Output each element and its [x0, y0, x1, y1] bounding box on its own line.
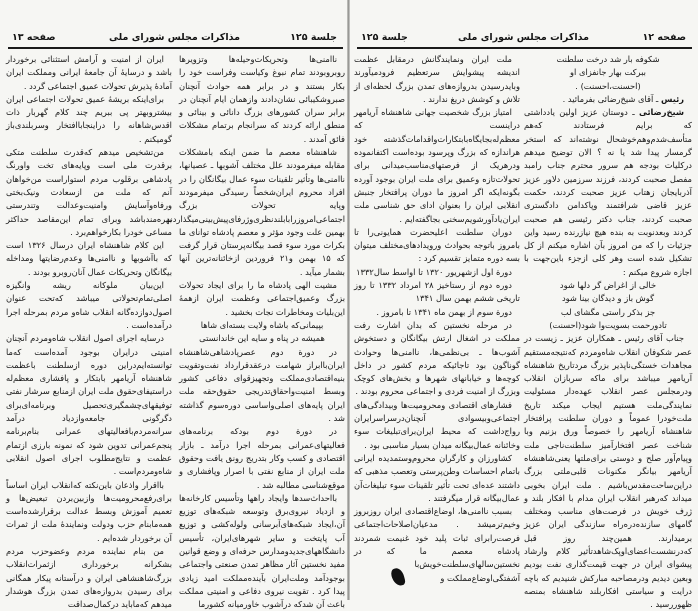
paragraph: کشاورزان و کارگران محروم‌وستمدیده ایرانی باتمام احساسات وطن‌پرستی وتعصب مذهبی که داشتند عده‌ای تحت تأثیر تلقینات سوء تبلیغات‌آن عمال‌بیگانه قرار میگرفتند . — [354, 452, 520, 503]
page-number: صفحه ۱۳ — [12, 32, 56, 43]
paragraph: دوران سلطنت اعلیحضرت همایونی‌را تا بامروز باتوجه بحوادث ورویدادهای‌مختلف میتوان بسه دوره متمایز تقسیم کرد : — [354, 226, 520, 264]
verse-line: جز بذکر راستی مگشای لب — [560, 306, 656, 317]
paragraph: برای‌اینکه بریشهٔ عمیق تحولات اجتماعی ایران بیشتروبهتر پی ببریم چند کلام گهربار ذات اقدس‌شاهانه را دراینجابا‌افتخار وسربلندی‌باز گومیکنم . — [6, 93, 172, 144]
publication-title: مذاکرات مجلس شورای ملی — [458, 32, 589, 43]
header-rule — [8, 47, 343, 49]
verse-line: خالی از اغراض گر دلها شود — [559, 280, 657, 291]
left-page — [0, 0, 349, 610]
verse-line: (احسنت،احسنت) . — [575, 80, 641, 91]
speech-paragraph — [524, 93, 692, 106]
verse-line: ببرکت بهار جانفزای او — [570, 67, 646, 78]
paragraph: این‌بیان ملوکانه ریشه وانگیزه اصلی‌تمام‌تحولاتی میباشد که‌تحت عنوان اصول‌دوازده‌گانه انقلاب شاه‌و مردم بمرحله اجرا درآمده‌است . — [6, 280, 172, 330]
paragraph: فشارهای اقتصادی ومحرومیت‌ها وبیدادگی‌های اجتماعی‌وبیسوادی آنچنان‌درسراسرایران رواج‌داشت که محیط ایران‌برای‌تبلیغات سوء وخائنانه عمال‌بیگانه میدان بسیار مناسبی بود . — [354, 399, 520, 450]
header-rule — [357, 47, 692, 49]
page-header — [8, 32, 341, 46]
speaker-name: رئیس — [660, 93, 684, 104]
paragraph: این کلام شاهنشاه ایران درسال ۱۳۲۶ است که باآشوبها و ناامنی‌ها وعدم‌رضایتها ومداخله بیگانگان وتحریکات عمال آنان‌روبرو بودند . — [6, 240, 172, 277]
paragraph: در دورة دوم بودکه برنامه‌های فعالیتهای‌عمرانی بمرحله اجرا درآمد ـ بازار اقتصادی و کسب وکار بتدریج رونق یافت وحقوق ملت ایران از منابع نفتی با اصرار وپافشاری و موقع‌شناسی مطالبه شد . — [179, 426, 345, 490]
paragraph: امتیاز بزرگ شخصیت جهانی شاهنشاه آریامهر دراینست که معظم‌له‌بجایگاه‌بابتکارات‌واقدامات‌گذشته خود هراندازه که بزرگ وپرسود بوده‌است اکتفانموده ودرهریک از فرصتهای‌مناسب‌میدانی برای تحولات‌تازه وعمیق برای ملت ایران بوجود آورده بگونه‌ایکه اگر امروز ما دوران پرافتخار جنبش انقلابی ایران را بعنوان ادای حق شناسی ملت ایران‌یادآورشویم‌سخنی بجاگفته‌ایم . — [354, 107, 520, 224]
paragraph: دورة سوم از بهمن ماه ۱۳۴۱ تا بامروز . — [376, 306, 512, 317]
paragraph: در مرحله نخستین که بدان اشارت رفت مملکت در اشغال ارتش بیگانگان و دستخوش آشوب‌ها ـ بی‌نظمی‌ها، ناامنی‌ها وحوادث گوناگون بود تاجائیکه مردم کشور در داخل کوچه‌ها و خیابانهای شهرها و بخش‌های کوچک وبزرگ از امنیت فردی و اجتماعی محروم بودند . — [354, 319, 520, 397]
verse-line: تادورحمت بسویت‌وا شود(احسنت) — [549, 319, 667, 330]
speech-text: ـ آقای شیخ‌رضائی بفرمائید . — [562, 93, 661, 104]
paragraph: دورة اول ازشهریور ۱۳۲۰ تا اواسط سال۱۳۳۲ — [356, 266, 512, 277]
publication-title: مذاکرات مجلس شورای ملی — [109, 32, 240, 43]
paragraph: جناب آقای رئیس ـ همکاران عزیز ـ زیست در عصر شکوفان انقلاب شاه‌ومردم که‌نتیجه‌مستقیم مجاهدات خستگی‌ناپذیر بزرگ مردتاریخ شاهنشاه آریامهر میباشد برای ماکه سربازان انقلاب ودرمجلس عصر انقلاب عهده‌دار مسئولیت نمایندگی‌ملت هستیم ایجاب میکند تاریخ ملت‌خودرا عموماً و دوران سلطنت پرافتخار شاهنشاه آریامهر را خصوصاً ورق بزنیم وبا شناخت عصر افتخارآمیز سلطنت‌ناجی ملت وپیام‌آور صلح و دوستی برای‌ملتها یعنی‌شاهنشاه آریامهر بیانگر مکنونات قلبی‌ملتی بزرگ دراین‌ساحت‌مقدس‌باشیم . ملت ایران بخوبی میداند که‌رهبر انقلاب ایران مدام با افکار بلند و ژرف خویش در فرصت‌های مناسب ومختلف گامهای سازنده‌دره‌راه سازندگی ایران عزیز برمیدارند. همین‌چند روز قبل که‌درنشست‌اعضای‌اوپک‌شاهدتأثیر کلام وارشاد پیشوای ایران در جهت قیمت‌گذاری نفت بودیم وبعین دیدیم ودرمصاحبه مبارکش شنیدیم که باچه درایت و سیاستی افکاربلند شاهنشاه بمنصه ظهوررسید . — [524, 333, 692, 610]
page-number: صفحه ۱۲ — [642, 32, 686, 43]
paragraph: در دورة دوم عصرپادشاهی‌شاهنشاه ایران‌باابراز شهامت درعقدقرارداد نفت‌وتقویت بنیه‌اقتصادی‌مملکت وتجهیزقوای دفاعی کشور وبسط امنیت‌واحقاق‌تدریجی حقوق‌حقه ملت ایران پایه‌های اصلی‌واساسی دوره‌سوم گذاشته شد . — [179, 346, 345, 424]
paragraph: من‌تشخیص میدهم که‌قدرت سلطنت متکی برقدرت ملی است وپایه‌های تخت واورنگ پادشاهی برقلوب مردم استواراست من‌خواهان آنم که ملت من ازسعادت ونیک‌بختی ورفاه‌وآسایش وامنیت‌وعدالت وتندرستی بهره‌مندباشد وبرای تمام این‌مقاصد حداکثر مساعی خودرا بکارخواهم‌برد . — [6, 147, 172, 237]
verse-line: شکوفه بار شد درخت سلطنت — [556, 54, 660, 64]
paragraph: ملت ایران ونمایندگانش درمقابل عظمت اندیشه پیشوایش سرتعظیم فرودمیآورند وبایدرسیدن بدروازه‌های تمدن بزرگ لحظه‌ای از تلاش و کوشش دریغ ندارند . — [354, 54, 520, 104]
speech-paragraph — [524, 106, 692, 279]
page-header — [357, 32, 690, 46]
paragraph: دوره دوم از رستاخیز ۲۸ امرداد ۱۳۳۲ تا روز تاریخی ششم بهمن سال ۱۳۴۱ — [354, 280, 520, 304]
text-column — [6, 53, 172, 611]
text-column — [166, 53, 345, 611]
paragraph: بسبب ناامنی‌ها، اوضاع‌اقتصادی ایران روزبروز وخیم‌ترمیشد . مدعیان‌اصلاحات‌اجتماعی فرصت‌رابرای ثبات پلید خود غنیمت شمردند پادشاه معصم ما که در نخستین‌سالهای‌سلطنت‌خویش‌با آشفتگی‌اوضاع‌مملکت و — [354, 506, 520, 583]
paragraph: بااقرار واذعان باین‌نکته که‌انقلاب ایران اساساً برای‌رفع‌محرومیت‌ها وازبین‌بردن تبعیض‌ها و تعمیم آموزش وبسط عدالت برقرارشده‌است همه‌مابنام حزب ودولت ونمایندهٔ ملت از ثمرات آن برخوردار شده‌ایم . — [6, 479, 172, 543]
verse-line: همیشه در پناه و سایه این خاندانستی — [199, 333, 325, 344]
speaker-name: شیخ‌رضائی — [639, 107, 684, 118]
session-number: جلسة ۱۲۵ — [361, 32, 408, 43]
paragraph: بااحداث‌سدها وایجاد راهها وتأسیس کارخانه‌ها و ازدیاد نیروی‌برق وتوسعه شبکه‌های توزیع آن،ایجاد شبکه‌های‌آبرسانی ولوله‌کشی و توزیع آب پایتخت و سایر شهرهای‌ایران، تأسیس دانشگاههای‌جدیدومدارس حرفه‌ای و وضع قوانین مفید نخستین آثار مظاهر تمدن صنعتی واجتماعی بوجودآمد وملت‌ایران بآینده‌مملکت امید زیادی پیدا کرد . تقویت نیروی دفاعی و امنیتی مملکت باعث آن شدکه درآشوب خاورمیانه کشورما — [179, 492, 345, 610]
verse-line: گوش باز و دیدگان بینا شود — [561, 293, 655, 304]
text-column — [354, 53, 520, 585]
paragraph: درسایه اجرای اصول انقلاب شاه‌ومردم آنچنان امنیتی درایران بوجود آمده‌است که‌ما توانسته‌ایم‌دراین دوره ازسلطنت باعظمت شاهنشاه آریامهر بابتکار و پافشاری معظم‌له دراستیفای‌حقوق ملت ایران ازمنابع سرشار نفتی توفیقهای‌چشمگیری‌تحصیل وبرنامه‌ای‌برای دگرگونی جامعه‌وازدیاد درآمد سرانه‌مردم‌بافعالیتهای عمرانی بنام‌برنامه پنجم‌عمرانی تدوین شود که نمونه بارزی ازتمام عظمت و نتایج‌مطلوب اجرای اصول انقلابی شاه‌ومردم‌است . — [6, 333, 172, 477]
session-number: جلسة ۱۲۵ — [290, 32, 337, 43]
paragraph: ایران از امنیت و آرامش استثنائی برخوردار باشد و درسایهٔ آن جامعهٔ ایرانی ومملکت ایران آمادهٔ پذیرش تحولات عمیق اجتماعی گردد . — [6, 54, 172, 91]
paragraph: من بنام نماینده مردم وعضوحزب مردم بشکرانه برخورداری ازثمرات‌انقلاب بزرگ‌شاهنشاهی ایران و درآستانه پیکار همگانی برای رسیدن بدروازه‌های تمدن بزرگ هوشدار میدهم که‌ماباید درکمال‌صداقت — [6, 545, 172, 610]
verse-line: بپیمانی‌که باشاه ولایت بسته‌ای شاها — [200, 319, 324, 330]
paragraph: ناامنی‌ها وتحریکات‌وحیله‌ها وتزویرها روبروبودند تمام نبوغ وکیاست وفراست خود را بکار بستند و در برابر همه حوادث آنچنان صبروشکیبائی نشان‌دادند وازهمان ایام آنچنان در برابر سران کشورهای بزرگ دانائی و بینائی و منطق ارائه کردند که سرانجام برتمام مشکلات فائق آمدند . — [179, 54, 345, 144]
paragraph: مشیت الهی پادشاه ما را برای ایجاد تحولات بزرگ وعمیق‌اجتماعی وعظمت ایران ازهمهٔ این‌بلیات ومخاطرات نجات بخشید . — [179, 280, 345, 317]
paragraph: شاهنشاه معصم ما ضمن اینکه بامشکلات مقابله میفرمودند علل مختلف آشوبها ـ عصیانها، ناامنی‌ها وتأثیر تلقینات سوء عمال بیگانگان را در افراد محروم ایران‌شخصاً رسیدگی میفرمودند وپایه تحولات بزرگ اجتماعی‌امروزرابابلندنظری‌وژرفای‌پیش‌بینی‌میگذاردند بهمین علت وجود مؤثر و معصم پادشاه توانای ما بکرات مورد سوء قصد بیگانه‌پرستان قرار گرفت که ۱۵ بهمن و۲۱ فروردین ازخائنانه‌ترین آنها بشمار میآید . — [166, 147, 345, 277]
text-column — [524, 53, 692, 611]
speech-text: ـ دوستان عزیز اولین یادداشتی که برایم فرستادند که‌هم متأسف‌شدم‌وهم‌خوشحال نوشته‌اند که استخر گرمسار پیدا شد یا نه ؟ الان توضیح میدهم درکلیات بودجه هم سرور محترم جناب رامبد مفصل صحبت کردند، فرزند سرزمین دلاور عزیز آذربایجان زهتاب عزیز صحبت کردند، حکمت عزیز قاضی شرافتمند وپاکدامن دادگستری صحبت کردند، جناب دکتر رئیسی هم صحبت کردند وبعدنوبت به بنده هیچ نیازرنده رسید واین جزئیات را که من امروز بآن اشاره میکنم از کل تشکیل شده است وهر کلی ازجزء باین‌جهت با اجازه شروع میکنم : — [524, 107, 692, 277]
